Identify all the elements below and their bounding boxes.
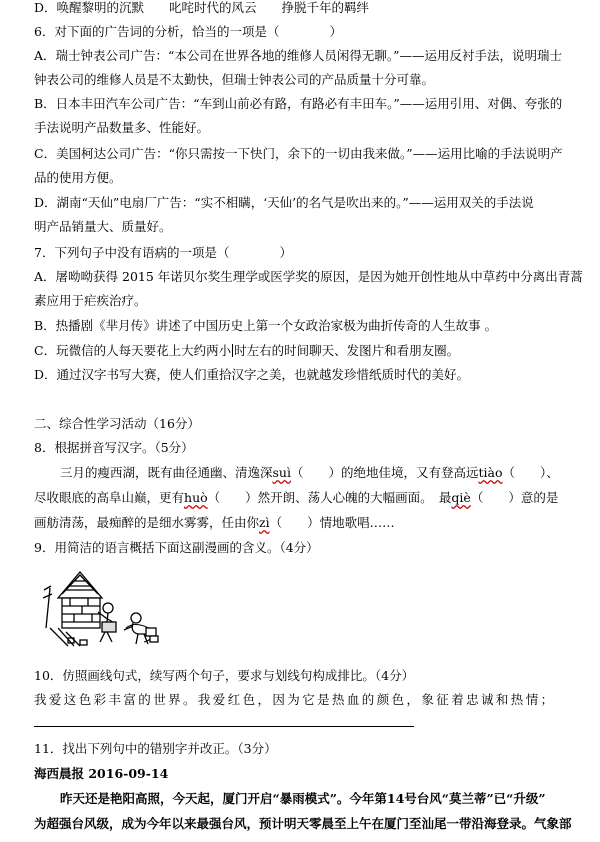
q5-option-d: D．唤醒黎明的沉默 叱咤时代的风云 挣脱千年的羁绊: [34, 0, 370, 15]
cartoon-image: [40, 568, 160, 650]
q11-source: 海西晨报 2016-09-14: [34, 766, 169, 781]
q7-option-c: [34, 343, 582, 359]
q7-option-b: B．热播剧《芈月传》讲述了中国历史上第一个女政治家极为曲折传奇的人生故事 。: [34, 318, 498, 333]
q7-option-c-part2: 时左右的时间聊天、发图片和看朋友圈。: [234, 343, 460, 358]
q11-paragraph-line2: 为超强台风级，成为今年以来最强台风，预计明天零晨至上午在厦门至汕尾一带沿海登录。气象部: [34, 816, 572, 831]
q7-option-a-line2: 素应用于疟疾治疗。: [34, 293, 147, 308]
q8-paragraph-line2: [34, 490, 582, 506]
q8-paragraph-line1: [60, 465, 582, 481]
q11-paragraph-line1: 昨天还是艳阳高照，今天起，厦门开启“暴雨模式”。今年第14号台风“莫兰蒂”已“升级”: [60, 791, 546, 806]
q8-text: （ ）情地歌唱……: [269, 515, 395, 530]
q11-stem: 11．找出下列句中的错别字并改正。（3分）: [34, 741, 277, 756]
q7-option-a-line1: A．屠呦呦获得 2015 年诺贝尔奖生理学或医学奖的原因，是因为她开创性地从中草药中分离出青蒿: [34, 269, 583, 284]
pinyin-tiao: tiào: [478, 465, 503, 480]
q6-stem: 6．对下面的广告词的分析，恰当的一项是（ ）: [34, 24, 342, 39]
q10-stem: 10．仿照画线句式，续写两个句子，要求与划线句构成排比。（4分）: [34, 668, 415, 683]
pinyin-qie: qiè: [451, 490, 471, 505]
q6-option-c-line2: 品的使用方便。: [34, 170, 122, 185]
q8-text: 尽收眼底的高阜山巅，更有: [34, 490, 185, 505]
q9-stem: 9．用简洁的语言概括下面这副漫画的含义。（4分）: [34, 540, 319, 555]
q8-text: （ ）的绝地佳境，又有登高远: [290, 465, 479, 480]
q8-text: （ ）然开朗、荡人心魄的大幅画面。 最: [207, 490, 452, 505]
pinyin-sui: suì: [272, 465, 291, 480]
q8-text: （ ）、: [502, 465, 559, 480]
q8-text: （ ）意的是: [470, 490, 559, 505]
section2-heading: 二、综合性学习活动（16分）: [34, 416, 200, 431]
q8-text: 三月的瘦西湖，既有曲径通幽、清逸深: [60, 465, 273, 480]
pinyin-zi: zì: [259, 515, 270, 530]
q6-option-b-line1: B．日本丰田汽车公司广告：“车到山前必有路，有路必有丰田车。”——运用引用、对偶、夸张的: [34, 96, 563, 111]
q6-option-d-line2: 明产品销量大、质量好。: [34, 219, 172, 234]
q6-option-b-line2: 手法说明产品数量多、性能好。: [34, 120, 210, 135]
q6-option-c-line1: C．美国柯达公司广告：“你只需按一下快门，余下的一切由我来做。”——运用比喻的手法说明产: [34, 146, 563, 161]
q10-answer-line: [34, 726, 414, 727]
q6-option-a-line1: A．瑞士钟表公司广告：“本公司在世界各地的维修人员闲得无聊。”——运用反衬手法，说明瑞士: [34, 48, 563, 63]
q7-stem: 7．下列句子中没有语病的一项是（ ）: [34, 245, 292, 260]
q8-stem: 8．根据拼音写汉字。（5分）: [34, 440, 194, 455]
q8-paragraph-line3: [34, 515, 582, 531]
q10-text: 我爱这色彩丰富的世界。我爱红色，因为它是热血的颜色，象征着忠诚和热情；: [34, 692, 556, 707]
pinyin-huo: huò: [184, 490, 208, 505]
q7-option-c-part1: C．玩微信的人每天要花上大约两小: [34, 343, 232, 358]
q6-option-a-line2: 钟表公司的维修人员是不太勤快，但瑞士钟表公司的产品质量十分可靠。: [34, 72, 435, 87]
text-cursor: [232, 344, 233, 357]
q6-option-d-line1: D．湖南“天仙”电扇厂广告：“实不相瞒，‘天仙’的名气是吹出来的。”——运用双关的手法说: [34, 195, 534, 210]
q8-text: 画舫清荡，最痴醉的是细水雾雾，任由你: [34, 515, 260, 530]
q7-option-d: D．通过汉字书写大赛，使人们重拾汉字之美，也就越发珍惜纸质时代的美好。: [34, 367, 470, 382]
